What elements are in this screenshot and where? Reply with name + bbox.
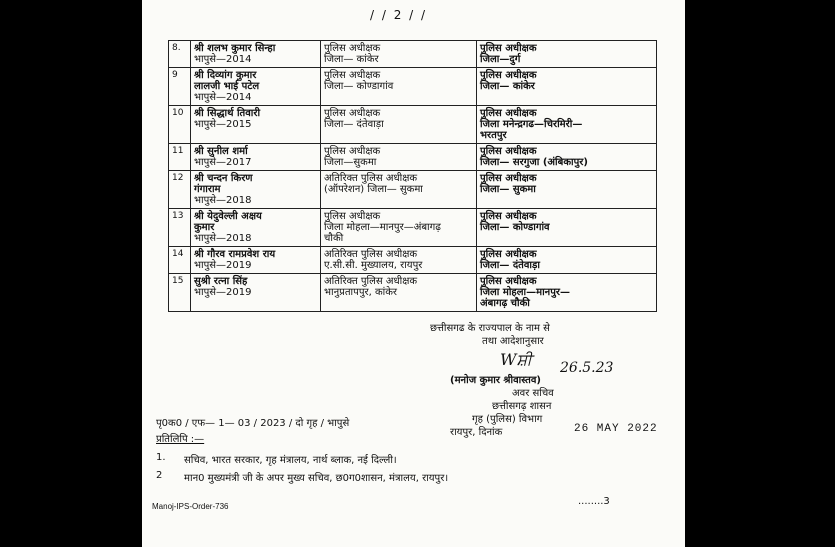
current-post: पुलिस अधीक्षक [324, 43, 381, 54]
signatory-govt: छत्तीसगढ़ शासन [492, 401, 552, 412]
current-post: पुलिस अधीक्षक [324, 70, 381, 81]
new-post: पुलिस अधीक्षक [480, 173, 537, 184]
new-posting-cell [477, 171, 657, 209]
table-row [169, 247, 657, 274]
order-line-2: तथा आदेशानुसार [482, 336, 544, 347]
officer-cell [191, 144, 321, 171]
table-row [169, 209, 657, 247]
officer-name-cont: गंगाराम [194, 184, 221, 195]
serial-number: 15 [172, 276, 184, 286]
order-statement [430, 322, 660, 348]
new-place: जिला— सुकमा [480, 184, 536, 195]
officer-cell [191, 274, 321, 312]
date-stamp: 26 MAY 2022 [574, 423, 658, 435]
new-post: पुलिस अधीक्षक [480, 146, 537, 157]
officer-name: श्री येदुवेल्ली अक्षय [194, 211, 262, 222]
officer-batch: भापुसे—2019 [194, 287, 252, 298]
new-place: जिला मनेन्द्रगढ—चिरमिरी— [480, 119, 583, 130]
copy-item-number: 2 [156, 470, 163, 481]
new-place: जिला—दुर्ग [480, 54, 521, 65]
new-place: जिला— सरगुजा (अंबिकापुर) [480, 157, 588, 168]
order-line-1: छत्तीसगढ के राज्यपाल के नाम से [430, 323, 550, 334]
page-number: / / 2 / / [370, 8, 428, 22]
new-posting-cell [477, 41, 657, 68]
new-place: जिला— कांकेर [480, 81, 535, 92]
current-post: अतिरिक्त पुलिस अधीक्षक [324, 276, 418, 287]
new-place: जिला मोहला—मानपुर— [480, 287, 571, 298]
officer-name: सुश्री रत्ना सिंह [194, 276, 248, 287]
serial-number: 9 [172, 70, 178, 80]
new-post: पुलिस अधीक्षक [480, 70, 537, 81]
serial-cell [169, 68, 191, 106]
transfer-table [168, 40, 657, 312]
officer-batch: भापुसे—2014 [194, 54, 252, 65]
copy-item-number: 1. [156, 452, 166, 463]
serial-cell [169, 171, 191, 209]
current-posting-cell [321, 144, 477, 171]
current-posting-cell [321, 274, 477, 312]
current-post: पुलिस अधीक्षक [324, 108, 381, 119]
officer-name-cont: कुमार [194, 222, 215, 233]
officer-cell [191, 41, 321, 68]
officer-name-cont: लालजी भाई पटेल [194, 81, 260, 92]
current-place: ए.सी.सी. मुख्यालय, रायपुर [324, 260, 423, 271]
serial-number: 10 [172, 108, 184, 118]
signature-date: 26.5.23 [560, 360, 614, 376]
serial-number: 8. [172, 43, 181, 53]
copy-item-text: मान0 मुख्यमंत्री जी के अपर मुख्य सचिव, छ0ग0शासन, मंत्रालय, रायपुर। [184, 473, 449, 484]
officer-batch: भापुसे—2018 [194, 233, 252, 244]
table-row [169, 144, 657, 171]
copy-heading: प्रतिलिपि :— [156, 434, 205, 445]
officer-batch: भापुसे—2018 [194, 195, 252, 206]
reference-number: पृ0क0 / एफ— 1— 03 / 2023 / दो गृह / भापुसे [156, 418, 350, 429]
current-place: जिला मोहला—मानपुर—अंबागढ़ [324, 222, 441, 233]
signatory-place-date: रायपुर, दिनांक [450, 427, 503, 438]
serial-number: 12 [172, 173, 184, 183]
signatory-designation: अवर सचिव [512, 388, 554, 399]
new-post: पुलिस अधीक्षक [480, 43, 537, 54]
current-place: जिला—सुकमा [324, 157, 377, 168]
signature: Wਸ਼ੀ [500, 350, 532, 369]
new-posting-cell [477, 144, 657, 171]
table-row [169, 68, 657, 106]
serial-cell [169, 144, 191, 171]
officer-batch: भापुसे—2015 [194, 119, 252, 130]
document-page [142, 0, 685, 547]
current-place: जिला— कोण्डागांव [324, 81, 394, 92]
officer-cell [191, 209, 321, 247]
current-post: पुलिस अधीक्षक [324, 146, 381, 157]
serial-cell [169, 209, 191, 247]
new-posting-cell [477, 209, 657, 247]
officer-name: श्री गौरव रामप्रवेश राय [194, 249, 276, 260]
officer-batch: भापुसे—2014 [194, 92, 252, 103]
new-post: पुलिस अधीक्षक [480, 108, 537, 119]
signatory-name: (मनोज कुमार श्रीवास्तव) [450, 375, 541, 386]
signatory-dept: गृह (पुलिस) विभाग [472, 414, 543, 425]
current-place: (ऑपरेशन) जिला— सुकमा [324, 184, 423, 195]
current-place: जिला— दंतेवाड़ा [324, 119, 384, 130]
officer-name: श्री दिव्यांग कुमार [194, 70, 257, 81]
new-posting-cell [477, 274, 657, 312]
officer-name: श्री चन्दन किरण [194, 173, 253, 184]
serial-number: 14 [172, 249, 184, 259]
current-posting-cell [321, 247, 477, 274]
new-place: जिला— दंतेवाड़ा [480, 260, 540, 271]
current-posting-cell [321, 68, 477, 106]
serial-number: 13 [172, 211, 184, 221]
new-post: पुलिस अधीक्षक [480, 249, 537, 260]
new-post: पुलिस अधीक्षक [480, 211, 537, 222]
serial-number: 11 [172, 146, 184, 156]
serial-cell [169, 274, 191, 312]
officer-name: श्री शलभ कुमार सिन्हा [194, 43, 276, 54]
officer-cell [191, 247, 321, 274]
current-posting-cell [321, 41, 477, 68]
current-place: जिला— कांकेर [324, 54, 379, 65]
new-place-cont: भरतपुर [480, 130, 507, 141]
table-row [169, 171, 657, 209]
table-row [169, 274, 657, 312]
officer-cell [191, 68, 321, 106]
copy-item-text: सचिव, भारत सरकार, गृह मंत्रालय, नार्थ ब्लाक, नई दिल्ली। [184, 455, 397, 466]
officer-cell [191, 171, 321, 209]
new-posting-cell [477, 247, 657, 274]
officer-name: श्री सुनील शर्मा [194, 146, 248, 157]
current-posting-cell [321, 106, 477, 144]
serial-cell [169, 106, 191, 144]
table-row [169, 41, 657, 68]
officer-batch: भापुसे—2017 [194, 157, 252, 168]
current-post: पुलिस अधीक्षक [324, 211, 381, 222]
table-row [169, 106, 657, 144]
current-post: अतिरिक्त पुलिस अधीक्षक [324, 173, 418, 184]
new-place: जिला— कोण्डागांव [480, 222, 550, 233]
new-post: पुलिस अधीक्षक [480, 276, 537, 287]
current-post: अतिरिक्त पुलिस अधीक्षक [324, 249, 418, 260]
new-posting-cell [477, 68, 657, 106]
current-place-cont: चौकी [324, 233, 344, 244]
continued-marker: ........3 [578, 496, 610, 507]
new-posting-cell [477, 106, 657, 144]
current-posting-cell [321, 171, 477, 209]
serial-cell [169, 247, 191, 274]
current-posting-cell [321, 209, 477, 247]
new-place-cont: अंबागढ़ चौकी [480, 298, 530, 309]
footer-id: Manoj-IPS-Order-736 [152, 502, 229, 511]
officer-batch: भापुसे—2019 [194, 260, 252, 271]
serial-cell [169, 41, 191, 68]
officer-name: श्री सिद्धार्थ तिवारी [194, 108, 261, 119]
officer-cell [191, 106, 321, 144]
current-place: भानुप्रतापपुर, कांकेर [324, 287, 397, 298]
